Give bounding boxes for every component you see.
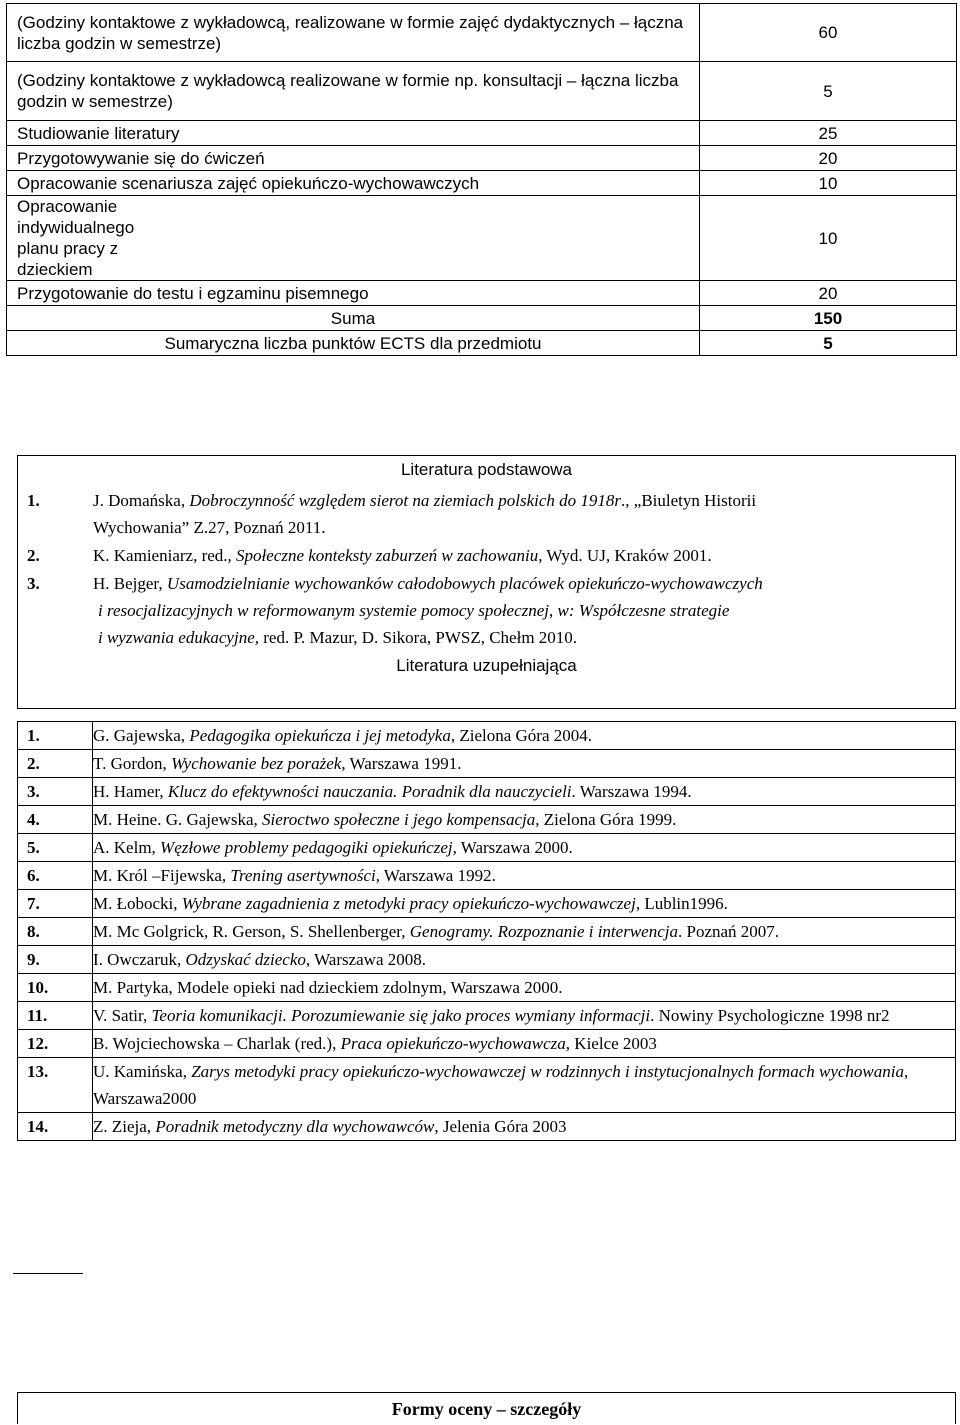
row-label: Studiowanie literatury: [7, 121, 700, 146]
table-row: [7, 146, 957, 171]
item-text: H. Bejger, Usamodzielnianie wychowanków całodobowych placówek opiekuńczo-wychowawczych: [93, 574, 763, 593]
row-label: (Godziny kontaktowe z wykładowcą, realizowane w formie zajęć dydaktycznych – łączna liczba godzin w semestrze): [7, 4, 700, 62]
item-text: Wychowania” Z.27, Poznań 2011.: [93, 518, 326, 537]
item-text: M. Łobocki, Wybrane zagadnienia z metodyki pracy opiekuńczo-wychowawczej, Lublin1996.: [93, 890, 956, 918]
ects-label: Sumaryczna liczba punktów ECTS dla przedmiotu: [7, 331, 700, 356]
table-row: [18, 1058, 956, 1113]
supplementary-literature-title: Literatura uzupełniająca: [396, 656, 577, 675]
table-row: [18, 750, 956, 778]
table-row: [7, 171, 957, 196]
row-value: 60: [700, 4, 957, 62]
item-number: 2.: [27, 546, 40, 565]
item-text: A. Kelm, Węzłowe problemy pedagogiki opiekuńczej, Warszawa 2000.: [93, 834, 956, 862]
item-number: 3.: [27, 574, 40, 593]
table-row: [7, 331, 957, 356]
item-text: M. Heine. G. Gajewska, Sieroctwo społeczne i jego kompensacja, Zielona Góra 1999.: [93, 806, 956, 834]
item-number: 7.: [18, 890, 93, 918]
item-text: Z. Zieja, Poradnik metodyczny dla wychowawców, Jelenia Góra 2003: [93, 1113, 956, 1141]
row-value: 25: [700, 121, 957, 146]
item-number: 3.: [18, 778, 93, 806]
sum-label: Suma: [7, 306, 700, 331]
item-number: 4.: [18, 806, 93, 834]
row-label: Opracowanie scenariusza zajęć opiekuńczo-wychowawczych: [7, 171, 700, 196]
item-text: H. Hamer, Klucz do efektywności nauczania. Poradnik dla nauczycieli. Warszawa 1994.: [93, 778, 956, 806]
row-label: (Godziny kontaktowe z wykładowcą realizowane w formie np. konsultacji – łączna liczba godzin w semestrze): [7, 62, 700, 121]
workload-table: [6, 3, 957, 356]
item-number: 6.: [18, 862, 93, 890]
row-value: 5: [700, 62, 957, 121]
table-row: [18, 1030, 956, 1058]
forms-heading: Formy oceny – szczegóły: [17, 1392, 956, 1424]
table-row: [7, 62, 957, 121]
row-value: 20: [700, 146, 957, 171]
table-row: [18, 778, 956, 806]
row-label: Przygotowywanie się do ćwiczeń: [7, 146, 700, 171]
item-number: 10.: [18, 974, 93, 1002]
row-label: Przygotowanie do testu i egzaminu pisemnego: [7, 281, 700, 306]
item-text: V. Satir, Teoria komunikacji. Porozumiewanie się jako proces wymiany informacji. Nowiny Psychologiczne 1998 nr2: [93, 1002, 956, 1030]
item-number: 13.: [18, 1058, 93, 1113]
table-row: [18, 862, 956, 890]
table-row: [18, 1002, 956, 1030]
supplementary-literature-table: [17, 721, 956, 1141]
table-row: [18, 946, 956, 974]
item-number: 1.: [27, 491, 40, 510]
item-text: B. Wojciechowska – Charlak (red.), Praca opiekuńczo-wychowawcza, Kielce 2003: [93, 1030, 956, 1058]
item-number: 2.: [18, 750, 93, 778]
item-text: J. Domańska, Dobroczynność względem sierot na ziemiach polskich do 1918r., „Biuletyn Historii: [93, 491, 757, 510]
table-row: [18, 806, 956, 834]
table-row: [18, 834, 956, 862]
basic-literature-title: Literatura podstawowa: [400, 460, 573, 479]
table-row: [18, 890, 956, 918]
ects-value: 5: [700, 331, 957, 356]
item-number: 14.: [18, 1113, 93, 1141]
item-text: U. Kamińska, Zarys metodyki pracy opiekuńczo-wychowawczej w rodzinnych i instytucjonalnych formach wychowania, Warszawa2000: [93, 1058, 956, 1113]
item-number: 1.: [18, 722, 93, 750]
item-text: i wyzwania edukacyjne, red. P. Mazur, D. Sikora, PWSZ, Chełm 2010.: [98, 628, 578, 647]
table-row: [18, 918, 956, 946]
row-value: 20: [700, 281, 957, 306]
row-label: Opracowanie indywidualnego planu pracy z dzieckiem: [7, 196, 700, 281]
footnote-separator: [13, 1273, 83, 1274]
row-value: 10: [700, 171, 957, 196]
item-text: T. Gordon, Wychowanie bez porażek, Warszawa 1991.: [93, 750, 956, 778]
item-text: K. Kamieniarz, red., Społeczne konteksty zaburzeń w zachowaniu, Wyd. UJ, Kraków 2001.: [93, 546, 712, 565]
basic-literature-box: [17, 455, 956, 709]
table-row: [18, 722, 956, 750]
item-text: M. Mc Golgrick, R. Gerson, S. Shellenberger, Genogramy. Rozpoznanie i interwencja. Poznań 2007.: [93, 918, 956, 946]
table-row: [7, 306, 957, 331]
item-text: I. Owczaruk, Odzyskać dziecko, Warszawa 2008.: [93, 946, 956, 974]
item-number: 9.: [18, 946, 93, 974]
item-text: M. Król –Fijewska, Trening asertywności, Warszawa 1992.: [93, 862, 956, 890]
row-value: 10: [700, 196, 957, 281]
table-row: [18, 1113, 956, 1141]
item-text: G. Gajewska, Pedagogika opiekuńcza i jej metodyka, Zielona Góra 2004.: [93, 722, 956, 750]
item-number: 8.: [18, 918, 93, 946]
item-text: M. Partyka, Modele opieki nad dzieckiem zdolnym, Warszawa 2000.: [93, 974, 956, 1002]
item-text: i resocjalizacyjnych w reformowanym systemie pomocy społecznej, w: Współczesne strategie: [98, 601, 730, 620]
table-row: [7, 4, 957, 62]
table-row: [7, 281, 957, 306]
item-number: 12.: [18, 1030, 93, 1058]
table-row: [18, 974, 956, 1002]
item-number: 11.: [18, 1002, 93, 1030]
table-row: [7, 196, 957, 281]
sum-value: 150: [700, 306, 957, 331]
table-row: [7, 121, 957, 146]
item-number: 5.: [18, 834, 93, 862]
